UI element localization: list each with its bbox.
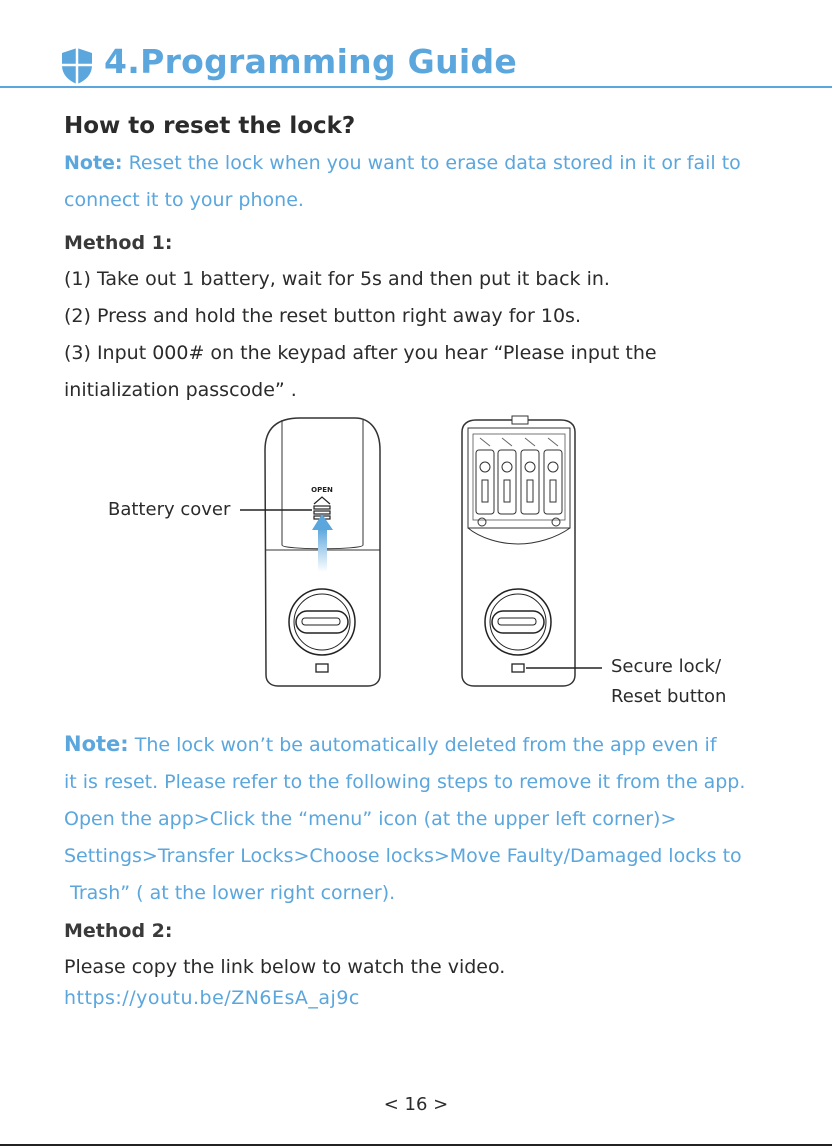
method-2-heading: Method 2:	[64, 920, 173, 942]
footer-divider	[0, 1144, 832, 1146]
note-text: Open the app>Click the “menu” icon (at the upper left corner)>	[64, 808, 677, 830]
note-text: Reset the lock when you want to erase data stored in it or fail to	[128, 152, 741, 174]
note-text: The lock won’t be automatically deleted from the app even if	[134, 734, 717, 756]
page-title: 4.Programming Guide	[104, 42, 518, 81]
note-label: Note:	[64, 152, 123, 174]
method-1-heading: Method 1:	[64, 232, 173, 254]
note-label: Note:	[64, 732, 129, 756]
open-text: OPEN	[311, 486, 333, 494]
video-link[interactable]: https://youtu.be/ZN6EsA_aj9c	[64, 987, 360, 1009]
battery-cover-label: Battery cover	[108, 499, 231, 520]
page-number: < 16 >	[383, 1094, 449, 1115]
note-text: Settings>Transfer Locks>Choose locks>Move Faulty/Damaged locks to	[64, 845, 742, 867]
step-line: initialization passcode” .	[64, 379, 297, 401]
method-2-text: Please copy the link below to watch the video.	[64, 956, 506, 978]
step-line: (1) Take out 1 battery, wait for 5s and then put it back in.	[64, 268, 610, 290]
step-line: (3) Input 000# on the keypad after you hear “Please input the	[64, 342, 657, 364]
note-text: Trash” ( at the lower right corner).	[64, 882, 396, 904]
note-text: connect it to your phone.	[64, 189, 304, 211]
reset-button-label: Reset button	[611, 686, 727, 707]
note-text: it is reset. Please refer to the following steps to remove it from the app.	[64, 771, 746, 793]
note-app-removal	[64, 726, 745, 912]
section-heading: How to reset the lock?	[64, 113, 356, 139]
step-line: (2) Press and hold the reset button right away for 10s.	[64, 305, 581, 327]
secure-lock-label: Secure lock/	[611, 656, 722, 677]
